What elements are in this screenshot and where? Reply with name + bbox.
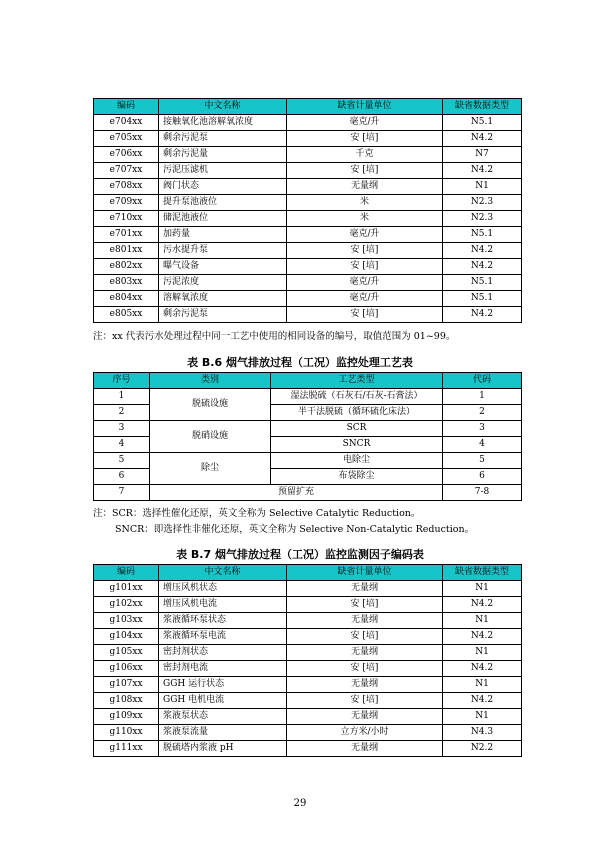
cell-category: 除尘 — [150, 453, 271, 485]
note-sncr: SNCR：即选择性非催化还原，英文全称为 Selective Non-Catalytic Reduction。 — [115, 524, 475, 535]
cell-unit: 立方米/小时 — [287, 725, 443, 741]
cell-type: N4.2 — [443, 163, 522, 179]
cell-name: 增压风机状态 — [159, 581, 287, 597]
table-row — [94, 725, 522, 741]
table-row — [94, 661, 522, 677]
table-equipment-codes-a — [93, 98, 522, 323]
cell-code: 7-8 — [443, 485, 522, 501]
cell-name: 溶解氧浓度 — [159, 291, 287, 307]
cell-unit: 无量纲 — [287, 741, 443, 757]
cell-reserved: 预留扩充 — [150, 485, 443, 501]
cell-unit: 安 [培] — [287, 163, 443, 179]
table-row — [94, 307, 522, 323]
cell-name: 密封剂电流 — [159, 661, 287, 677]
cell-type: N5.1 — [443, 291, 522, 307]
cell-code: e708xx — [94, 179, 159, 195]
cell-unit: 安 [培] — [287, 307, 443, 323]
cell-name: 接触氧化池溶解氧浓度 — [159, 115, 287, 131]
cell-process-type: 湿法脱硫（石灰石/石灰-石膏法） — [271, 389, 443, 405]
table-row — [94, 485, 522, 501]
cell-type: N4.2 — [443, 307, 522, 323]
cell-name: 浆液循环泵状态 — [159, 613, 287, 629]
cell-code: e707xx — [94, 163, 159, 179]
cell-code: g108xx — [94, 693, 159, 709]
cell-type: N4.2 — [443, 243, 522, 259]
cell-code: 2 — [443, 405, 522, 421]
table-row — [94, 259, 522, 275]
cell-name: 提升泵池液位 — [159, 195, 287, 211]
cell-serial: 4 — [94, 437, 150, 453]
cell-code: e803xx — [94, 275, 159, 291]
table-row — [94, 693, 522, 709]
cell-unit: 安 [培] — [287, 243, 443, 259]
cell-code: 6 — [443, 469, 522, 485]
cell-unit: 毫克/升 — [287, 275, 443, 291]
cell-type: N5.1 — [443, 115, 522, 131]
table-row — [94, 243, 522, 259]
cell-name: 污水提升泵 — [159, 243, 287, 259]
note-scr: 注：SCR：选择性催化还原，英文全称为 Selective Catalytic Reduction。 — [93, 508, 421, 519]
table-row — [94, 211, 522, 227]
cell-unit: 毫克/升 — [287, 291, 443, 307]
cell-code: 5 — [443, 453, 522, 469]
cell-code: g106xx — [94, 661, 159, 677]
cell-serial: 6 — [94, 469, 150, 485]
header-process-type: 工艺类型 — [271, 373, 443, 389]
cell-name: 剩余污泥量 — [159, 147, 287, 163]
header-serial: 序号 — [94, 373, 150, 389]
table-header-row — [94, 373, 522, 389]
cell-name: 曝气设备 — [159, 259, 287, 275]
cell-serial: 5 — [94, 453, 150, 469]
cell-serial: 2 — [94, 405, 150, 421]
cell-type: N1 — [443, 645, 522, 661]
cell-code: e801xx — [94, 243, 159, 259]
cell-name: 储泥池液位 — [159, 211, 287, 227]
table-header-row — [94, 565, 522, 581]
header-type: 缺省数据类型 — [443, 99, 522, 115]
table-row — [94, 389, 522, 405]
cell-type: N1 — [443, 613, 522, 629]
cell-name: 密封剂状态 — [159, 645, 287, 661]
cell-unit: 毫克/升 — [287, 115, 443, 131]
cell-unit: 无量纲 — [287, 581, 443, 597]
table-row — [94, 581, 522, 597]
cell-unit: 安 [培] — [287, 629, 443, 645]
cell-code: g109xx — [94, 709, 159, 725]
table-row — [94, 131, 522, 147]
cell-type: N1 — [443, 581, 522, 597]
cell-type: N4.2 — [443, 597, 522, 613]
caption-table-b7: 表 B.7 烟气排放过程（工况）监控监测因子编码表 — [176, 548, 424, 561]
header-code: 编码 — [94, 565, 159, 581]
table-header-row — [94, 99, 522, 115]
cell-code: g105xx — [94, 645, 159, 661]
table-row — [94, 147, 522, 163]
header-name: 中文名称 — [159, 565, 287, 581]
cell-name: 阀门状态 — [159, 179, 287, 195]
cell-code: e709xx — [94, 195, 159, 211]
table-b7-factor-codes — [93, 564, 522, 757]
cell-serial: 3 — [94, 421, 150, 437]
cell-code: g110xx — [94, 725, 159, 741]
cell-unit: 无量纲 — [287, 709, 443, 725]
cell-unit: 无量纲 — [287, 613, 443, 629]
cell-type: N1 — [443, 179, 522, 195]
cell-process-type: SNCR — [271, 437, 443, 453]
cell-unit: 无量纲 — [287, 179, 443, 195]
cell-unit: 安 [培] — [287, 661, 443, 677]
cell-name: GGH 运行状态 — [159, 677, 287, 693]
cell-type: N5.1 — [443, 275, 522, 291]
table-b6-process — [93, 372, 522, 501]
cell-type: N4.2 — [443, 693, 522, 709]
cell-type: N4.2 — [443, 661, 522, 677]
table-row — [94, 453, 522, 469]
header-unit: 缺省计量单位 — [287, 99, 443, 115]
header-name: 中文名称 — [159, 99, 287, 115]
table-row — [94, 709, 522, 725]
cell-type: N4.3 — [443, 725, 522, 741]
cell-unit: 无量纲 — [287, 677, 443, 693]
cell-code: 1 — [443, 389, 522, 405]
cell-code: e701xx — [94, 227, 159, 243]
table-row — [94, 163, 522, 179]
cell-unit: 安 [培] — [287, 693, 443, 709]
cell-type: N4.2 — [443, 131, 522, 147]
cell-process-type: SCR — [271, 421, 443, 437]
cell-type: N2.2 — [443, 741, 522, 757]
cell-name: 增压风机电流 — [159, 597, 287, 613]
cell-name: 浆液泵状态 — [159, 709, 287, 725]
cell-code: e802xx — [94, 259, 159, 275]
cell-name: 污泥压滤机 — [159, 163, 287, 179]
cell-code: e805xx — [94, 307, 159, 323]
cell-unit: 千克 — [287, 147, 443, 163]
cell-code: e704xx — [94, 115, 159, 131]
table-row — [94, 275, 522, 291]
cell-name: 浆液循环泵电流 — [159, 629, 287, 645]
cell-type: N4.2 — [443, 259, 522, 275]
table-row — [94, 227, 522, 243]
cell-code: 4 — [443, 437, 522, 453]
cell-unit: 安 [培] — [287, 131, 443, 147]
cell-name: 剩余污泥泵 — [159, 131, 287, 147]
table-row — [94, 291, 522, 307]
cell-code: 3 — [443, 421, 522, 437]
cell-code: g107xx — [94, 677, 159, 693]
cell-type: N1 — [443, 677, 522, 693]
table-row — [94, 677, 522, 693]
page-number: 29 — [293, 798, 307, 809]
cell-type: N1 — [443, 709, 522, 725]
table-row — [94, 741, 522, 757]
cell-code: e710xx — [94, 211, 159, 227]
cell-code: g104xx — [94, 629, 159, 645]
table-row — [94, 179, 522, 195]
cell-process-type: 布袋除尘 — [271, 469, 443, 485]
cell-name: 脱硫塔内浆液 pH — [159, 741, 287, 757]
cell-type: N4.2 — [443, 629, 522, 645]
cell-name: 加药量 — [159, 227, 287, 243]
cell-code: e804xx — [94, 291, 159, 307]
cell-name: GGH 电机电流 — [159, 693, 287, 709]
table-row — [94, 115, 522, 131]
cell-type: N5.1 — [443, 227, 522, 243]
cell-unit: 毫克/升 — [287, 227, 443, 243]
cell-code: e706xx — [94, 147, 159, 163]
cell-code: g102xx — [94, 597, 159, 613]
header-unit: 缺省计量单位 — [287, 565, 443, 581]
cell-code: g101xx — [94, 581, 159, 597]
table-row — [94, 645, 522, 661]
table-row — [94, 597, 522, 613]
cell-category: 脱硝设施 — [150, 421, 271, 453]
cell-code: e705xx — [94, 131, 159, 147]
cell-unit: 米 — [287, 195, 443, 211]
cell-unit: 安 [培] — [287, 259, 443, 275]
cell-unit: 无量纲 — [287, 645, 443, 661]
cell-type: N2.3 — [443, 211, 522, 227]
cell-name: 污泥浓度 — [159, 275, 287, 291]
cell-name: 剩余污泥泵 — [159, 307, 287, 323]
cell-unit: 安 [培] — [287, 597, 443, 613]
header-type: 缺省数据类型 — [443, 565, 522, 581]
header-code: 代码 — [443, 373, 522, 389]
cell-code: g111xx — [94, 741, 159, 757]
note-table-a: 注：xx 代表污水处理过程中同一工艺中使用的相同设备的编号，取值范围为 01~99。 — [93, 331, 456, 342]
cell-type: N2.3 — [443, 195, 522, 211]
header-code: 编码 — [94, 99, 159, 115]
cell-serial: 1 — [94, 389, 150, 405]
cell-name: 浆液泵流量 — [159, 725, 287, 741]
cell-category: 脱硫设施 — [150, 389, 271, 421]
cell-process-type: 半干法脱硫（循环硫化床法） — [271, 405, 443, 421]
cell-code: g103xx — [94, 613, 159, 629]
header-category: 类别 — [150, 373, 271, 389]
table-row — [94, 421, 522, 437]
cell-process-type: 电除尘 — [271, 453, 443, 469]
cell-unit: 米 — [287, 211, 443, 227]
table-row — [94, 195, 522, 211]
table-row — [94, 629, 522, 645]
table-row — [94, 613, 522, 629]
cell-type: N7 — [443, 147, 522, 163]
caption-table-b6: 表 B.6 烟气排放过程（工况）监控处理工艺表 — [187, 356, 413, 369]
cell-serial: 7 — [94, 485, 150, 501]
